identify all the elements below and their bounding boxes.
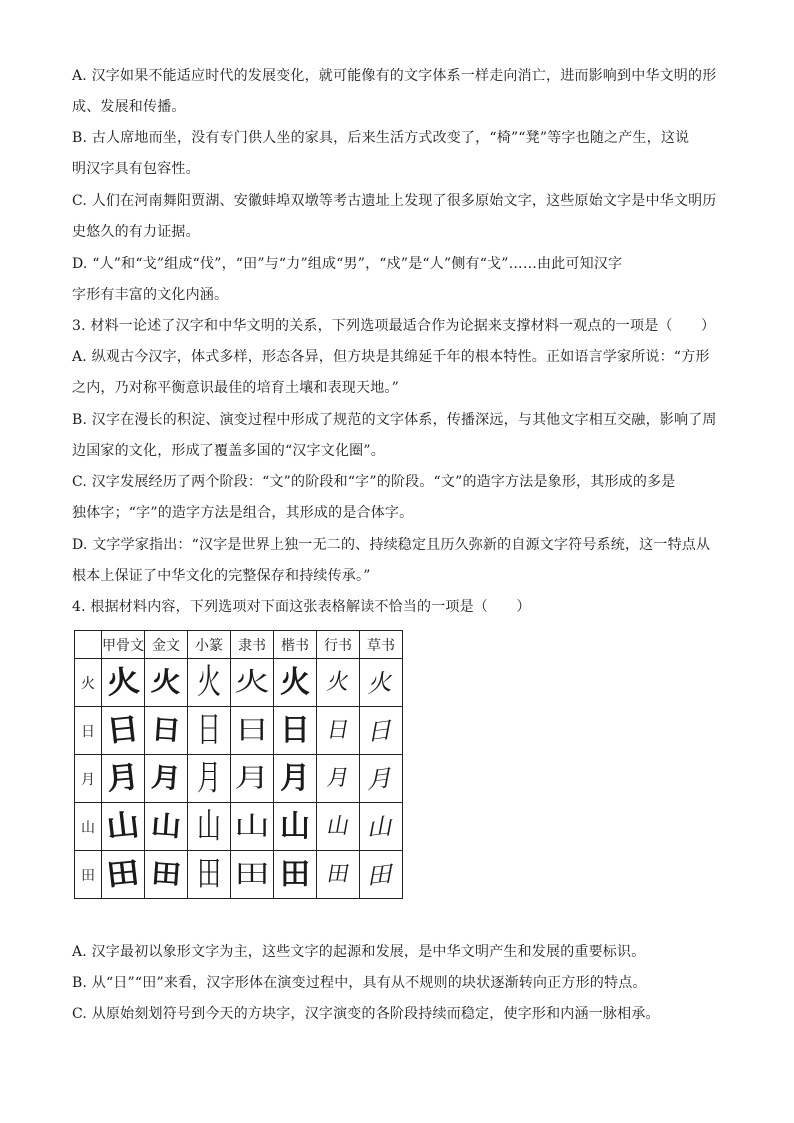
table-corner-cell [75, 631, 102, 659]
glyph-caoshu: 山 [366, 810, 396, 843]
glyph-cell [102, 803, 145, 851]
glyph-cell [145, 803, 188, 851]
glyph-cell [188, 707, 231, 755]
q2-option-c-line2: 史悠久的有力证据。 [72, 224, 200, 240]
q4-option-b: B. 从“日”“田”来看，汉字形体在演变过程中，具有从不规则的块状逐渐转向正方形的特点。 [72, 975, 647, 991]
glyph-jinwen: 日 [149, 713, 183, 747]
row-label: 日 [75, 707, 102, 755]
glyph-xingshu: 田 [324, 861, 352, 887]
header-caoshu: 草书 [360, 631, 403, 659]
glyph-xingshu: 火 [324, 669, 352, 695]
glyph-cell [102, 659, 145, 707]
header-jiaguwen: 甲骨文 [102, 631, 145, 659]
glyph-cell [274, 755, 317, 803]
q3-option-b-line2: 边国家的文化，形成了覆盖多国的“汉字文化圈”。 [72, 443, 385, 459]
glyph-xiaozhuan: 山 [197, 805, 221, 847]
glyph-cell [274, 803, 317, 851]
glyph-cell [231, 659, 274, 707]
glyph-cell [145, 755, 188, 803]
glyph-cell [360, 755, 403, 803]
script-evolution-table [74, 630, 403, 899]
row-label: 月 [75, 755, 102, 803]
glyph-cell [102, 851, 145, 899]
glyph-jiaguwen: 山 [104, 807, 142, 845]
glyph-cell [360, 707, 403, 755]
q4-stem: 4. 根据材料内容，下列选项对下面这张表格解读不恰当的一项是（ ） [72, 599, 531, 615]
glyph-kaishu: 山 [280, 808, 310, 844]
header-jinwen: 金文 [145, 631, 188, 659]
glyph-cell [360, 803, 403, 851]
glyph-lishu: 田 [234, 859, 270, 889]
glyph-cell [102, 755, 145, 803]
q3-option-d-line2: 根本上保证了中华文化的完整保存和持续传承。” [72, 568, 371, 584]
glyph-cell [231, 755, 274, 803]
glyph-cell [360, 659, 403, 707]
glyph-cell [188, 803, 231, 851]
glyph-cell [274, 851, 317, 899]
glyph-cell [317, 851, 360, 899]
header-xiaozhuan: 小篆 [188, 631, 231, 659]
q2-option-a-line1: A. 汉字如果不能适应时代的发展变化，就可能像有的文字体系一样走向消亡，进而影响到中华文明的形 [72, 68, 717, 84]
glyph-xiaozhuan: 火 [197, 661, 221, 703]
q2-option-b-line2: 明汉字具有包容性。 [72, 161, 200, 177]
glyph-caoshu: 田 [366, 858, 396, 891]
glyph-jiaguwen: 火 [104, 663, 142, 701]
q4-option-a: A. 汉字最初以象形文字为主，这些文字的起源和发展，是中华文明产生和发展的重要标识。 [72, 944, 646, 960]
glyph-lishu: 火 [234, 667, 270, 697]
q2-option-a-line2: 成、发展和传播。 [72, 99, 186, 115]
glyph-lishu: 月 [234, 763, 270, 793]
glyph-xingshu: 山 [324, 813, 352, 839]
glyph-cell [145, 659, 188, 707]
glyph-cell [145, 707, 188, 755]
table-row-tian [75, 851, 403, 899]
glyph-cell [274, 707, 317, 755]
glyph-cell [188, 755, 231, 803]
glyph-cell [231, 851, 274, 899]
q4-option-c: C. 从原始刻划符号到今天的方块字，汉字演变的各阶段持续而稳定，使字形和内涵一脉相承。 [72, 1006, 660, 1022]
glyph-cell [102, 707, 145, 755]
q3-option-c-line2: 独体字；“字”的造字方法是组合，其形成的是合体字。 [72, 505, 414, 521]
header-xingshu: 行书 [317, 631, 360, 659]
glyph-jiaguwen: 田 [104, 855, 142, 893]
table-row-yue [75, 755, 403, 803]
table-header-row [75, 631, 403, 659]
table-row-ri [75, 707, 403, 755]
header-lishu: 隶书 [231, 631, 274, 659]
glyph-jinwen: 山 [149, 809, 183, 843]
glyph-xingshu: 月 [324, 765, 352, 791]
glyph-lishu: 山 [234, 811, 270, 841]
q3-option-c-line1: C. 汉字发展经历了两个阶段：“文”的阶段和“字”的阶段。“文”的造字方法是象形，其形成的多是 [72, 474, 676, 490]
glyph-caoshu: 月 [366, 762, 396, 795]
glyph-cell [188, 851, 231, 899]
header-kaishu: 楷书 [274, 631, 317, 659]
q3-option-a-line1: A. 纵观古今汉字，体式多样，形态各异，但方块是其绵延千年的根本特性。正如语言学家所说：“方形 [72, 349, 710, 365]
glyph-jinwen: 田 [149, 857, 183, 891]
glyph-kaishu: 月 [280, 760, 310, 796]
table-row-huo [75, 659, 403, 707]
glyph-jinwen: 火 [149, 665, 183, 699]
glyph-cell [231, 803, 274, 851]
glyph-cell [145, 851, 188, 899]
q3-option-b-line1: B. 汉字在漫长的积淀、演变过程中形成了规范的文字体系，传播深远，与其他文字相互交融，影响了周 [72, 412, 717, 428]
glyph-lishu: 日 [234, 715, 270, 745]
table-row-shan [75, 803, 403, 851]
q2-option-d-line2: 字形有丰富的文化内涵。 [72, 287, 229, 303]
glyph-jinwen: 月 [149, 761, 183, 795]
row-label: 山 [75, 803, 102, 851]
q2-option-b-line1: B. 古人席地而坐，没有专门供人坐的家具，后来生活方式改变了，“椅”“凳”等字也随之产生，这说 [72, 130, 690, 146]
glyph-kaishu: 日 [280, 712, 310, 748]
glyph-cell [317, 659, 360, 707]
glyph-kaishu: 火 [280, 664, 310, 700]
row-label: 田 [75, 851, 102, 899]
glyph-cell [274, 659, 317, 707]
glyph-caoshu: 火 [366, 666, 396, 699]
glyph-cell [188, 659, 231, 707]
glyph-cell [231, 707, 274, 755]
glyph-jiaguwen: 月 [104, 759, 142, 797]
glyph-cell [317, 755, 360, 803]
glyph-xingshu: 日 [324, 717, 352, 743]
q2-option-c-line1: C. 人们在河南舞阳贾湖、安徽蚌埠双墩等考古遗址上发现了很多原始文字，这些原始文字是中华文明历 [72, 193, 717, 209]
q2-option-d-line1: D. “人”和“戈”组成“伐”，“田”与“力”组成“男”，“戍”是“人”侧有“戈”……由此可知汉字 [72, 256, 623, 272]
glyph-cell [360, 851, 403, 899]
glyph-cell [317, 803, 360, 851]
glyph-cell [317, 707, 360, 755]
q3-option-d-line1: D. 文字学家指出：“汉字是世界上独一无二的、持续稳定且历久弥新的自源文字符号系统，这一特点从 [72, 537, 711, 553]
glyph-jiaguwen: 日 [104, 711, 142, 749]
q3-option-a-line2: 之内，乃对称平衡意识最佳的培育土壤和表现天地。” [72, 380, 399, 396]
glyph-xiaozhuan: 日 [197, 709, 221, 751]
glyph-caoshu: 日 [366, 714, 396, 747]
q3-stem: 3. 材料一论述了汉字和中华文明的关系，下列选项最适合作为论据来支撑材料一观点的一项是（ ） [72, 318, 716, 334]
glyph-kaishu: 田 [280, 856, 310, 892]
row-label: 火 [75, 659, 102, 707]
glyph-xiaozhuan: 田 [197, 853, 221, 895]
glyph-xiaozhuan: 月 [197, 757, 221, 799]
